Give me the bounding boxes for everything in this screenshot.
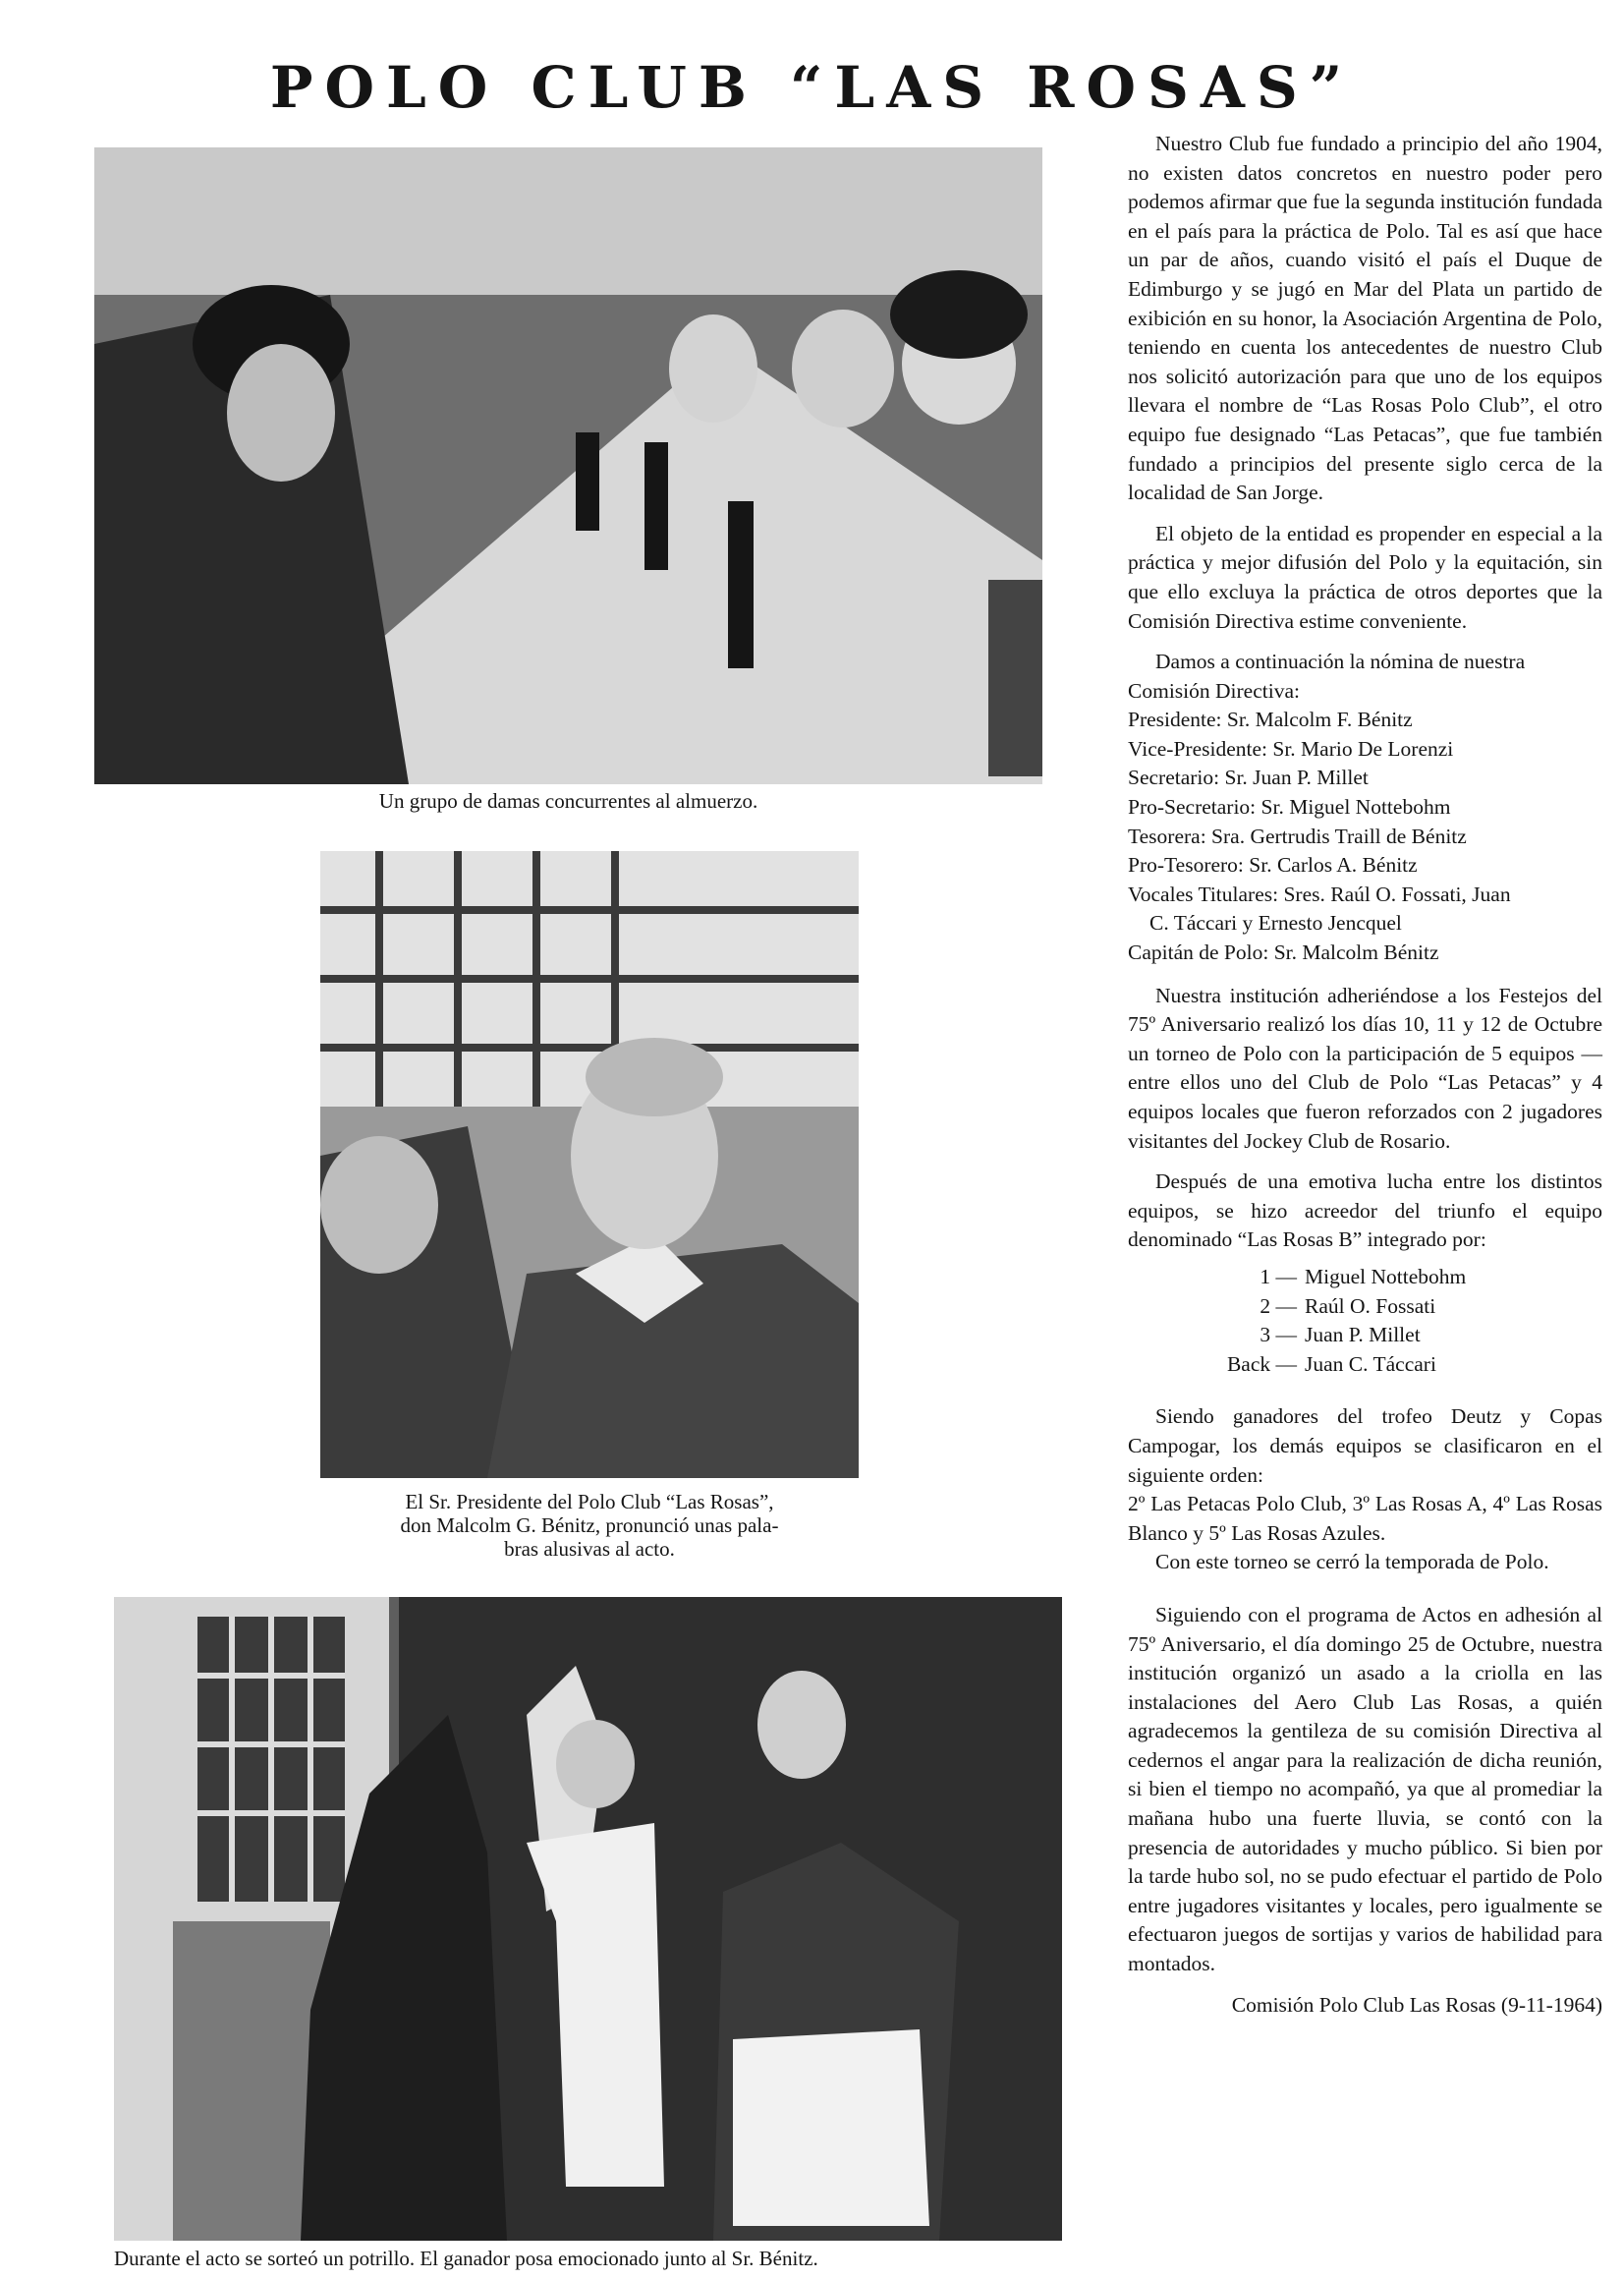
player-position: 3 —: [1260, 1323, 1297, 1347]
board-member: Capitán de Polo: Sr. Malcolm Bénitz: [1128, 940, 1439, 965]
board-member: C. Táccari y Ernesto Jencquel: [1149, 911, 1402, 936]
article-paragraph-winner: Después de una emotiva lucha entre los distintos equipos, se hizo acreedor del triunfo el equipo denominado “Las Rosas B” integrado por:: [1128, 1169, 1602, 1252]
caption-president: [320, 1490, 859, 1561]
caption-president-line-2: don Malcolm G. Bénitz, pronunció unas pala-: [400, 1513, 779, 1537]
article-column: [1128, 130, 1602, 2020]
photo-ladies-lunch-image: [94, 147, 1042, 784]
board-member: Presidente: Sr. Malcolm F. Bénitz: [1128, 708, 1413, 732]
player-name: Miguel Nottebohm: [1305, 1264, 1467, 1288]
photo-ladies-lunch: [94, 147, 1042, 784]
article-paragraph-trophy: Siendo ganadores del trofeo Deutz y Copas Campogar, los demás equipos se clasificaron en el siguiente orden:: [1128, 1404, 1602, 1487]
board-member: Secretario: Sr. Juan P. Millet: [1128, 766, 1369, 790]
photo-horse-raffle-image: [114, 1597, 1062, 2241]
player-row: [1128, 1350, 1602, 1380]
photo-horse-raffle: [114, 1597, 1062, 2241]
article-signature: Comisión Polo Club Las Rosas (9-11-1964): [1231, 1992, 1602, 2017]
article-paragraph-asado: Siguiendo con el programa de Actos en adhesión al 75º Aniversario, el día domingo 25 de Octubre, nuestra institución organizó un asado a la criolla en las instalaciones del Aero Club Las Rosas, a quién agradecemos la gentileza de su comisión Directiva al cedernos el angar para la realización de dicha reunión, si bien el tiempo no acompañó, ya que al promediar la mañana hubo una fuerte lluvia, se contó con la presencia de autoridades y mucho público. Si bien por la tarde hubo sol, no se pudo efectuar el partido de Polo entre jugadores visitantes y locales, pero igualmente se efectuaron juegos de sortijas y varios de habilidad para montados.: [1128, 1602, 1602, 1976]
caption-ladies-lunch: Un grupo de damas concurrentes al almuerzo.: [378, 789, 758, 813]
article-board-heading: Comisión Directiva:: [1128, 678, 1300, 703]
caption-president-line-3: bras alusivas al acto.: [504, 1537, 675, 1561]
player-row: [1128, 1321, 1602, 1350]
player-position: 1 —: [1260, 1264, 1297, 1288]
caption-horse-raffle: Durante el acto se sorteó un potrillo. El ganador posa emocionado junto al Sr. Bénitz.: [114, 2247, 818, 2270]
board-member: Tesorera: Sra. Gertrudis Traill de Bénitz: [1128, 824, 1467, 848]
caption-president-line-1: El Sr. Presidente del Polo Club “Las Rosas”,: [405, 1490, 774, 1513]
page-title: POLO CLUB “LAS ROSAS”: [269, 54, 1355, 121]
article-paragraph-history: Nuestro Club fue fundado a principio del año 1904, no existen datos concretos en nuestro poder pero podemos afirmar que fue la segunda institución fundada en el país para la práctica de Polo. Tal es así que hace un par de años, cuando visitó el país el Duque de Edimburgo y se jugó en Mar del Plata un partido de exibición en su honor, la Asociación Argentina de Polo, teniendo en cuenta los antecedentes de nuestro Club nos solicitó autorización para que uno de los equipos llevara el nombre de “Las Rosas Polo Club”, el otro equipo fue designado “Las Petacas”, que fue también fundado a principios del presente siglo cerca de la localidad de San Jorge.: [1128, 132, 1603, 505]
player-name: Juan P. Millet: [1305, 1323, 1421, 1347]
article-paragraph-board-intro: Damos a continuación la nómina de nuestra: [1155, 650, 1526, 674]
player-position: Back —: [1226, 1351, 1297, 1376]
player-name: Raúl O. Fossati: [1305, 1293, 1436, 1318]
board-member: Vocales Titulares: Sres. Raúl O. Fossati, Juan: [1128, 882, 1511, 906]
board-member: Pro-Secretario: Sr. Miguel Nottebohm: [1128, 795, 1451, 820]
article-paragraph-purpose: El objeto de la entidad es propender en especial a la práctica y mejor difusión del Polo y la equitación, sin que ello excluya la práctica de otros deportes que la Comisión Directiva estime conveniente.: [1128, 521, 1602, 633]
photo-president: [320, 851, 859, 1478]
board-member: Pro-Tesorero: Sr. Carlos A. Bénitz: [1128, 853, 1418, 878]
player-position: 2 —: [1260, 1293, 1297, 1318]
player-name: Juan C. Táccari: [1305, 1351, 1436, 1376]
article-paragraph-tournament: Nuestra institución adheriéndose a los Festejos del 75º Aniversario realizó los días 10, 11 y 12 de Octubre un torneo de Polo con la participación de 5 equipos —entre ellos uno del Club de Polo “Las Petacas” y 4 equipos locales que fueron reforzados con 2 jugadores visitantes del Jockey Club de Rosario.: [1128, 983, 1602, 1153]
winning-team-list: [1128, 1263, 1602, 1379]
player-row: [1128, 1292, 1602, 1322]
article-ranking: 2º Las Petacas Polo Club, 3º Las Rosas A, 4º Las Rosas Blanco y 5º Las Rosas Azules.: [1128, 1492, 1602, 1545]
board-list: [1128, 706, 1602, 967]
article-paragraph-season-end: Con este torneo se cerró la temporada de Polo.: [1155, 1550, 1549, 1574]
photo-president-image: [320, 851, 859, 1478]
board-member: Vice-Presidente: Sr. Mario De Lorenzi: [1128, 736, 1454, 761]
player-row: [1128, 1263, 1602, 1292]
